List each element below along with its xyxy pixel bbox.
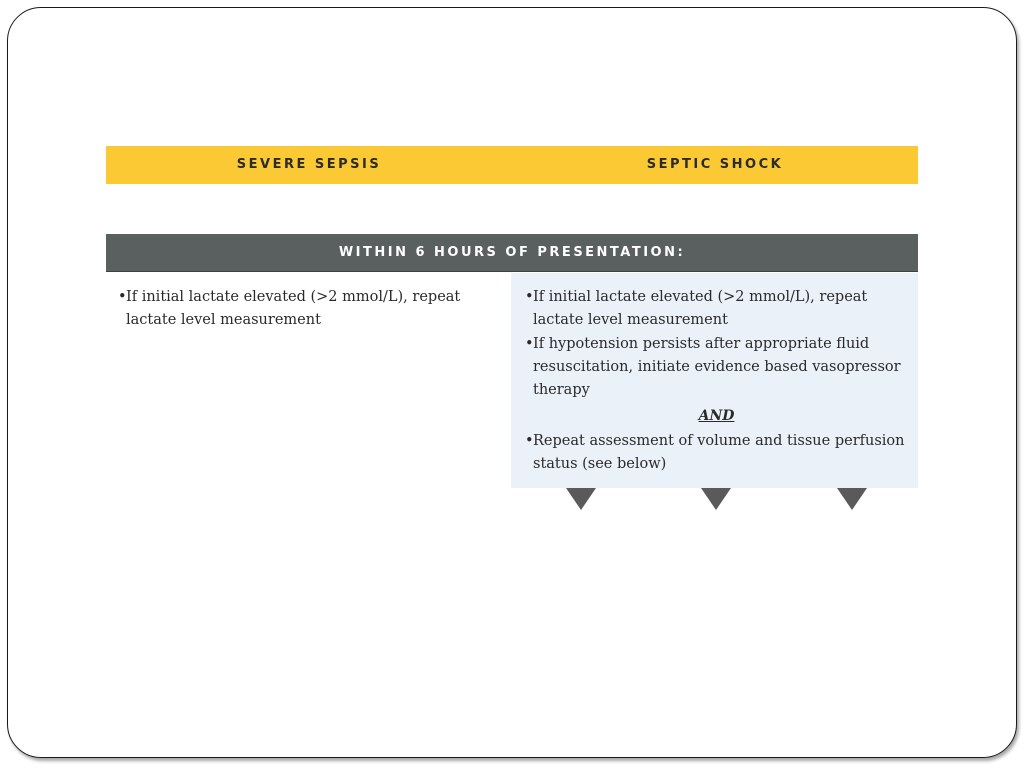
bullet-icon: • <box>118 289 127 305</box>
section-header-bar <box>106 234 918 272</box>
severe-sepsis-panel <box>106 273 511 333</box>
bullet-icon: • <box>525 336 534 352</box>
triangle-down-icon <box>701 488 731 510</box>
column-header-bar <box>106 146 918 184</box>
septic-shock-list <box>525 286 908 402</box>
list-item <box>525 430 908 476</box>
triangle-down-icon <box>566 488 596 510</box>
triangle-down-icon <box>837 488 867 510</box>
section-heading: WITHIN 6 HOURS OF PRESENTATION: <box>338 245 686 260</box>
list-item-text: If initial lactate elevated (>2 mmol/L), repeat lactate level measurement <box>126 289 461 328</box>
severe-sepsis-list <box>118 286 501 332</box>
list-item-text: If initial lactate elevated (>2 mmol/L), repeat lactate level measurement <box>533 289 868 328</box>
septic-shock-title: SEPTIC SHOCK <box>646 157 784 172</box>
severe-sepsis-title: SEVERE SEPSIS <box>236 157 382 172</box>
septic-shock-panel <box>511 273 918 488</box>
list-item <box>525 333 908 402</box>
septic-shock-list-continued <box>525 430 908 476</box>
list-item-text: Repeat assessment of volume and tissue perfusion status (see below) <box>533 433 905 472</box>
bullet-icon: • <box>525 433 534 449</box>
and-connector: AND <box>698 408 735 424</box>
bullet-icon: • <box>525 289 534 305</box>
list-item <box>118 286 501 332</box>
list-item-text: If hypotension persists after appropriate fluid resuscitation, initiate evidence based vasopressor therapy <box>533 336 901 398</box>
list-item <box>525 286 908 332</box>
